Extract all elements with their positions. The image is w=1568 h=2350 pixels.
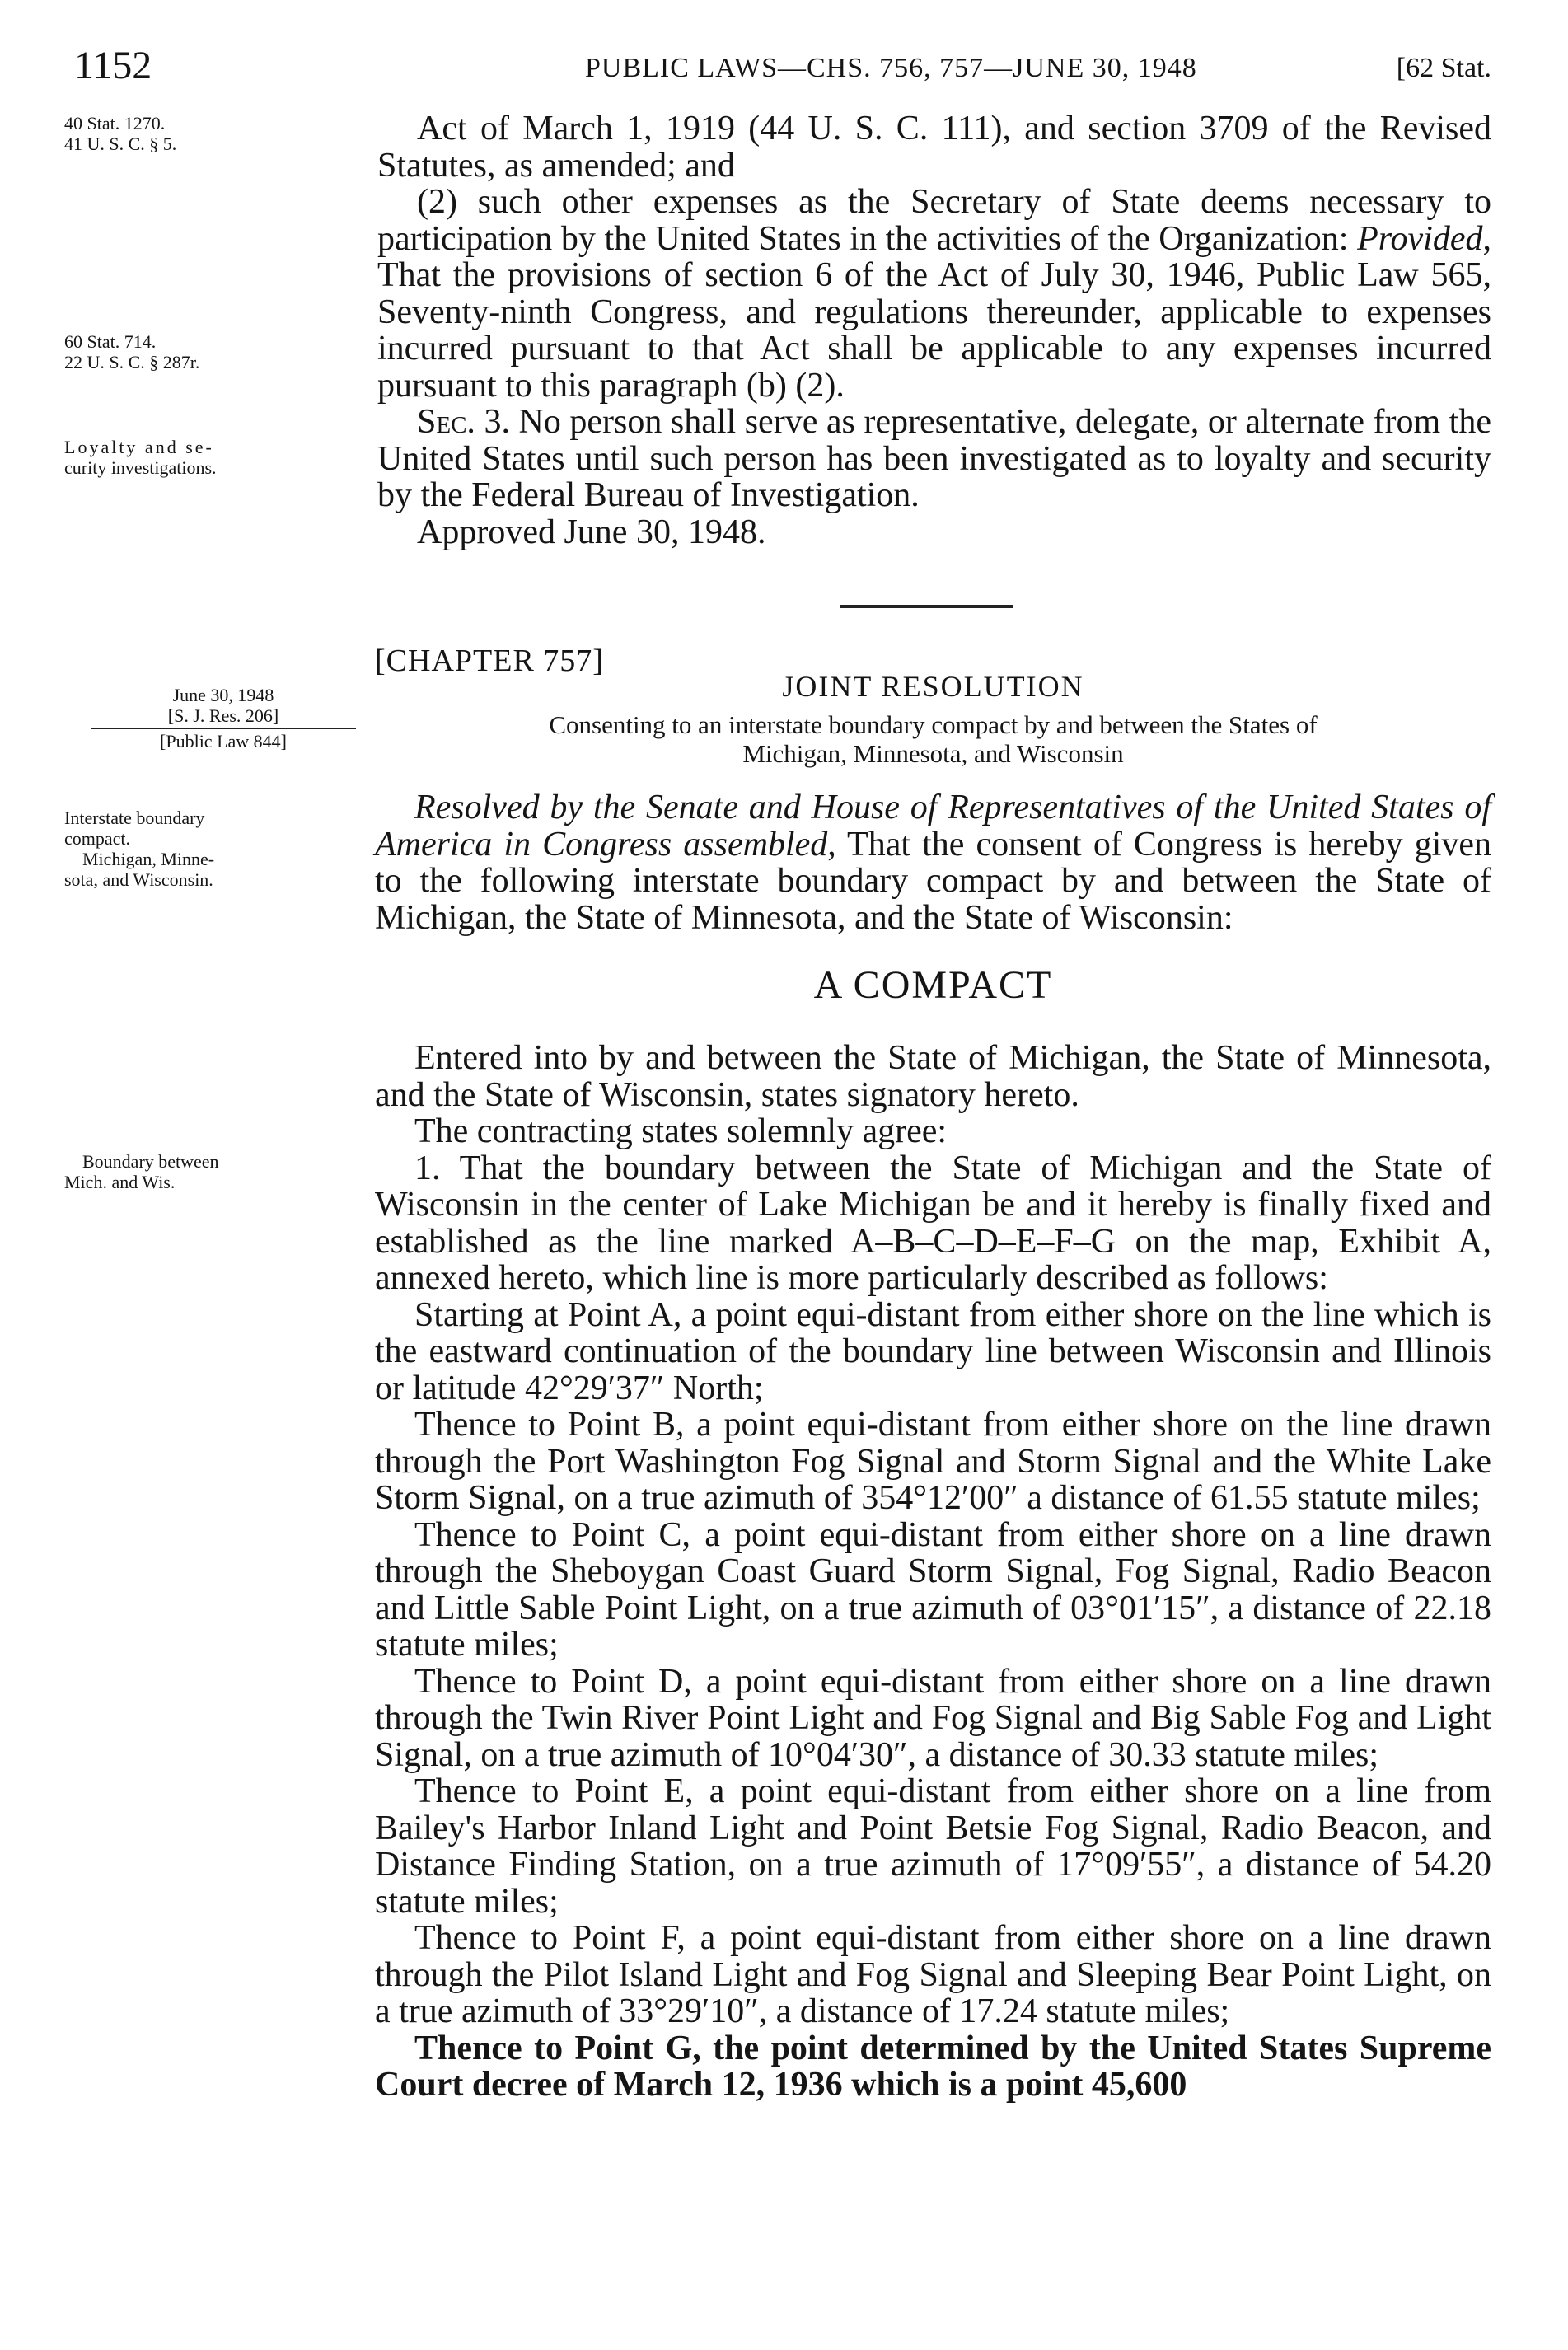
enacting-formula: Resolved by the Senate and House of Representatives of the United States of America in Congress assembled bbox=[375, 789, 1491, 864]
point-a: Starting at Point A, a point equi-distant from either shore on the line which is the eastward continuation of the boundary line between Wisconsin and Illinois or latitude 42°29′37″ North; bbox=[375, 1295, 1491, 1407]
compact-intro: Entered into by and between the State of Michigan, the State of Minnesota, and the State of Wisconsin, states signatory hereto. bbox=[375, 1039, 1491, 1114]
margin-note-line: 40 Stat. 1270. bbox=[64, 113, 166, 133]
public-law-number: [Public Law 844] bbox=[160, 731, 287, 751]
margin-note-loyalty bbox=[64, 437, 361, 478]
compact-article-1: 1. That the boundary between the State of Michigan and the State of Wisconsin in the center of Lake Michigan be and it hereby is finally fixed and established as the line marked A–B–C–D–E–F–G on the map, Exhibit A, annexed hereto, which line is more particularly described as follows: bbox=[375, 1149, 1491, 1297]
resolving-clause bbox=[375, 789, 1491, 936]
margin-note-line: Mich. and Wis. bbox=[64, 1172, 176, 1192]
margin-note-line: sota, and Wisconsin. bbox=[64, 869, 213, 890]
point-b: Thence to Point B, a point equi-distant from either shore on the line drawn through the Port Washington Fog Signal and Storm Signal and the White Lake Storm Signal, on a true azimuth of 354°12′00″ a distance of 61.55 statute miles; bbox=[375, 1406, 1491, 1517]
running-head: PUBLIC LAWS—CHS. 756, 757—JUNE 30, 1948 bbox=[585, 53, 1197, 83]
page-header bbox=[74, 43, 1491, 92]
resolving-paragraph bbox=[375, 789, 1491, 936]
resolution-title bbox=[375, 710, 1491, 768]
point-c: Thence to Point C, a point equi-distant from either shore on a line drawn through the Sheboygan Coast Guard Storm Signal, Fog Signal, Radio Beacon and Little Sable Point Light, on a true azimuth of 03°01′15″, a distance of 22.18 statute miles; bbox=[375, 1515, 1491, 1664]
chapter-number: [CHAPTER 757] bbox=[375, 644, 604, 678]
compact-heading: A COMPACT bbox=[813, 963, 1053, 1007]
margin-note-boundary bbox=[64, 1151, 361, 1192]
section-3 bbox=[377, 404, 1491, 514]
chapter-divider bbox=[840, 605, 1013, 608]
margin-note-citation-1 bbox=[64, 113, 361, 154]
point-e: Thence to Point E, a point equi-distant from either shore on a line from Bailey's Harbor Inland Light and Point Betsie Fog Signal, Radio Beacon, and Distance Finding Station, on a true azimuth of 17°09′55″, a distance of 54.20 statute miles; bbox=[375, 1772, 1491, 1921]
compact-agreement: The contracting states solemnly agree: bbox=[414, 1112, 948, 1150]
margin-note-line: 41 U. S. C. § 5. bbox=[64, 133, 177, 154]
point-d: Thence to Point D, a point equi-distant from either shore on a line drawn through the Twin River Point Light and Fog Signal and Big Sable Fog and Light Signal, on a true azimuth of 10°04′30″, a distance of 30.33 statute miles; bbox=[375, 1662, 1491, 1774]
margin-note-line: Loyalty and se- bbox=[64, 437, 214, 457]
page-number: 1152 bbox=[74, 44, 152, 87]
margin-note-interstate-compact bbox=[64, 808, 361, 890]
point-g: Thence to Point G, the point determined by the United States Supreme Court decree of March 12, 1936 which is a point 45,600 bbox=[375, 2029, 1491, 2104]
text-run: , That the consent of Congress is hereby given to the following interstate boundary compact by and between the State of Michigan, the State of Minnesota, and the State of Wisconsin: bbox=[375, 825, 1491, 937]
point-f: Thence to Point F, a point equi-distant from either shore on a line drawn through the Pilot Island Light and Fog Signal and Sleeping Bear Point Light, on a true azimuth of 33°29′10″, a distance of 17.24 statute miles; bbox=[375, 1919, 1491, 2030]
provided-term: Provided bbox=[1357, 219, 1483, 258]
text-run: , That the provisions of section 6 of the Act of July 30, 1946, Public Law 565, Seventy-ninth Congress, and regulations thereunder, applicable to expenses incurred pursuant to that Act shall be applicable to any expenses incurred pursuant to this paragraph (b) (2). bbox=[377, 219, 1491, 405]
compact-body bbox=[375, 1040, 1491, 2104]
paragraph-other-expenses bbox=[377, 184, 1491, 404]
margin-note-line: Boundary between bbox=[82, 1151, 219, 1172]
margin-note-citation-2 bbox=[64, 331, 361, 372]
margin-note-line: Interstate boundary bbox=[64, 808, 205, 828]
text-run: No person shall serve as representative, delegate, or alternate from the United States until such person has been investigated as to loyalty and security by the Federal Bureau of Investigation. bbox=[377, 403, 1491, 514]
margin-note-line: Michigan, Minne- bbox=[82, 849, 215, 869]
title-line: Michigan, Minnesota, and Wisconsin bbox=[742, 739, 1124, 768]
section-continuation bbox=[377, 110, 1491, 550]
enactment-date: June 30, 1948 bbox=[172, 685, 274, 705]
margin-note-line: curity investigations. bbox=[64, 457, 217, 478]
senate-joint-resolution: [S. J. Res. 206] bbox=[167, 705, 279, 726]
text-run: (2) such other expenses as the Secretary of State deems necessary to participation by the United States in the activities of the Organization: bbox=[377, 183, 1491, 258]
statute-volume-ref: [62 Stat. bbox=[1396, 53, 1491, 83]
title-line: Consenting to an interstate boundary compact by and between the States of bbox=[549, 710, 1318, 739]
approval-line: Approved June 30, 1948. bbox=[417, 513, 766, 551]
joint-resolution-heading: JOINT RESOLUTION bbox=[782, 670, 1084, 703]
margin-note-line: 22 U. S. C. § 287r. bbox=[64, 352, 200, 372]
paragraph-act-reference: Act of March 1, 1919 (44 U. S. C. 111), and section 3709 of the Revised Statutes, as amended; and bbox=[377, 110, 1491, 185]
divider bbox=[91, 728, 356, 729]
section-label: Sec. 3. bbox=[417, 403, 510, 441]
bill-identifier bbox=[91, 685, 356, 751]
margin-note-line: compact. bbox=[64, 828, 131, 849]
margin-note-line: 60 Stat. 714. bbox=[64, 331, 157, 352]
